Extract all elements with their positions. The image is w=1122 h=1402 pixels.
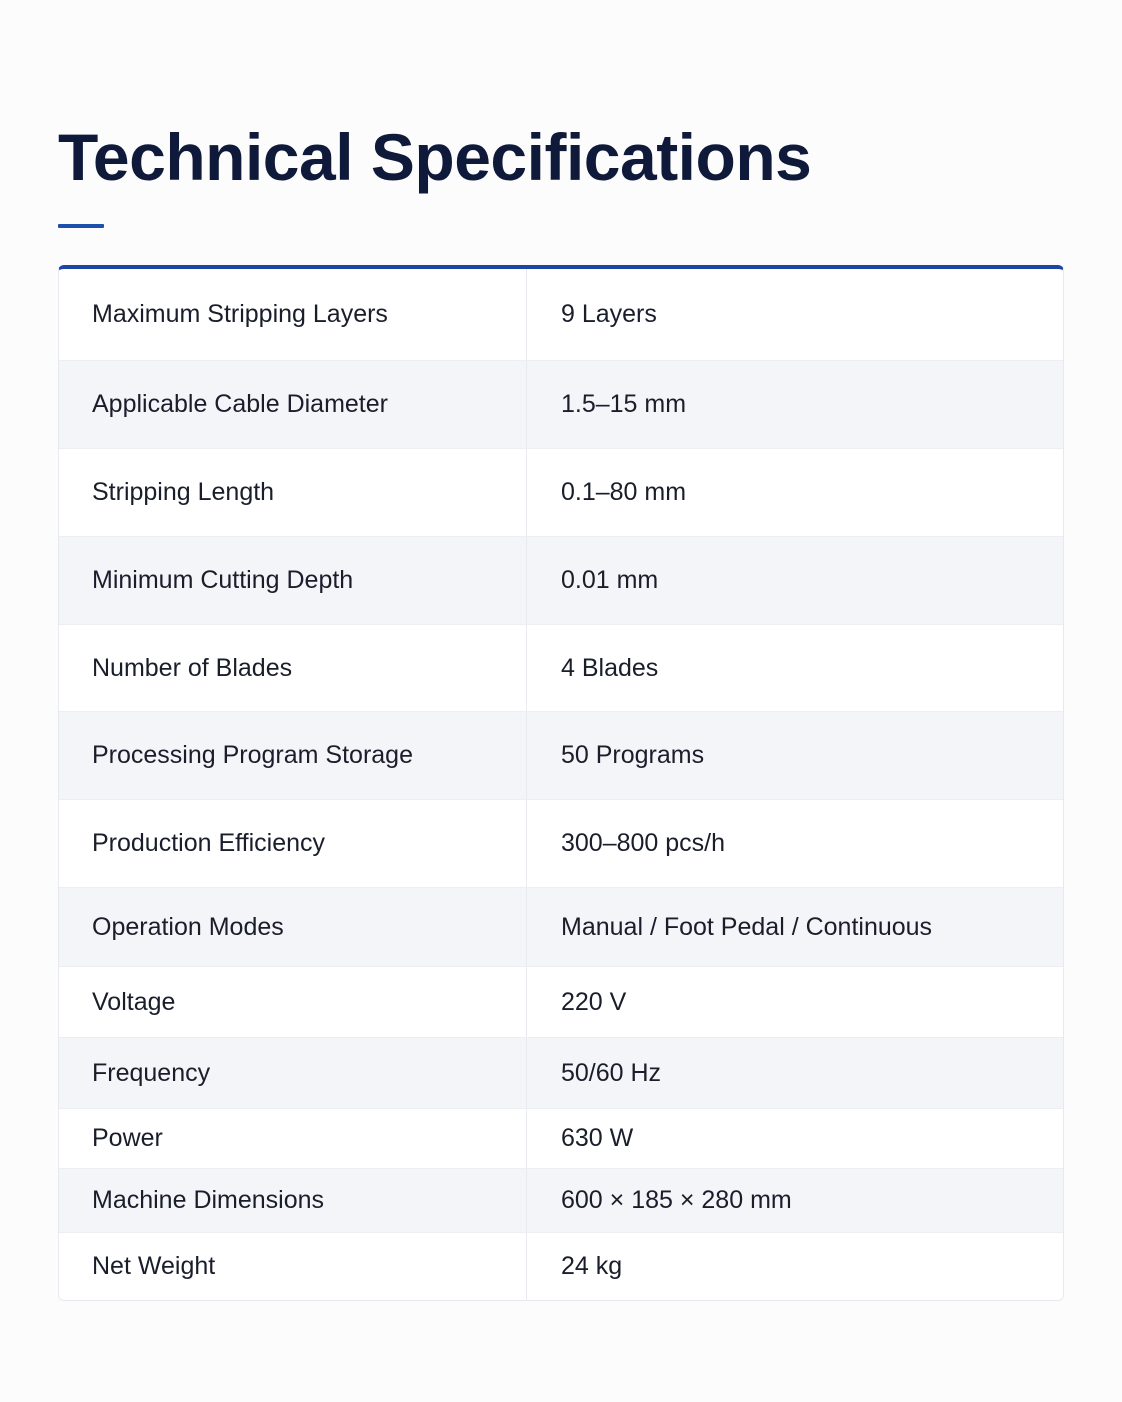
spec-label: Applicable Cable Diameter [59,361,527,448]
spec-label: Stripping Length [59,449,527,536]
spec-row-frequency [59,1037,1063,1108]
spec-row-min-cutting-depth [59,536,1063,624]
spec-row-max-stripping-layers [59,269,1063,360]
spec-value: 600 × 185 × 280 mm [561,1186,792,1214]
spec-value: 50/60 Hz [561,1058,662,1087]
spec-row-stripping-length [59,448,1063,536]
spec-row-power [59,1108,1063,1168]
spec-label: Processing Program Storage [59,712,527,799]
spec-row-machine-dimensions [59,1168,1063,1232]
spec-row-production-efficiency [59,799,1063,887]
spec-value: 9 Layers [561,300,657,328]
spec-row-net-weight [59,1232,1063,1300]
spec-value: 300–800 pcs/h [561,829,726,857]
spec-value: 24 kg [561,1252,623,1280]
title-accent-bar [58,224,104,228]
spec-label: Net Weight [59,1233,527,1300]
spec-value: 1.5–15 mm [561,390,687,418]
spec-value: 50 Programs [561,741,705,769]
spec-label: Power [59,1109,527,1168]
spec-label: Frequency [59,1038,527,1108]
spec-row-program-storage [59,711,1063,799]
spec-row-cable-diameter [59,360,1063,448]
spec-value: 4 Blades [561,653,659,682]
spec-value: 0.1–80 mm [561,478,687,506]
spec-value: 0.01 mm [561,566,659,594]
spec-value: 220 V [561,987,627,1016]
spec-label: Operation Modes [59,888,527,966]
spec-label: Voltage [59,967,527,1037]
spec-label: Machine Dimensions [59,1169,527,1232]
spec-label: Production Efficiency [59,800,527,887]
page-title: Technical Specifications [58,120,812,194]
spec-value: 630 W [561,1124,634,1152]
spec-label: Maximum Stripping Layers [59,269,527,360]
spec-label: Minimum Cutting Depth [59,537,527,624]
spec-label: Number of Blades [59,625,527,711]
spec-table [58,265,1064,1301]
spec-row-number-of-blades [59,624,1063,711]
spec-row-voltage [59,966,1063,1037]
spec-value: Manual / Foot Pedal / Continuous [561,912,933,941]
spec-row-operation-modes [59,887,1063,966]
